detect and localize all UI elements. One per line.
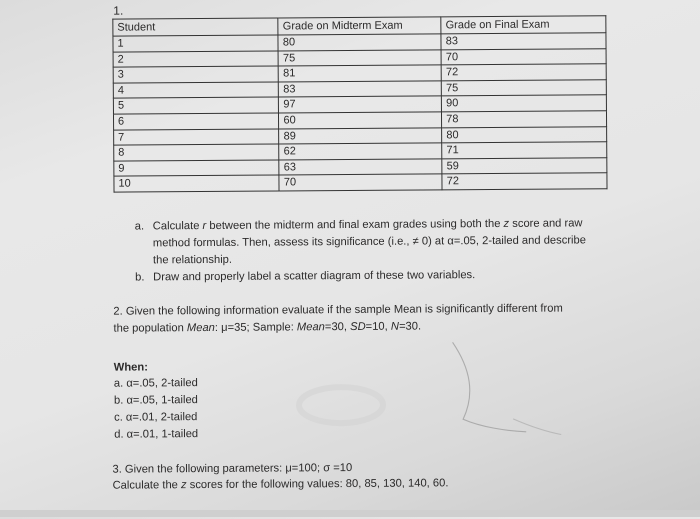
- cell-final: 83: [441, 33, 606, 50]
- header-final: Grade on Final Exam: [441, 16, 606, 34]
- cell-student: 2: [113, 51, 279, 68]
- part-b-text: Draw and properly label a scatter diagram of these two variables.: [153, 269, 476, 284]
- cell-student: 10: [114, 175, 280, 192]
- cell-midterm: 60: [279, 112, 442, 129]
- option-c: c. α=.01, 2-tailed: [114, 411, 198, 424]
- cell-final: 70: [441, 48, 606, 65]
- problem-2-line-1: 2. Given the following information evaluate if the sample Mean is significantly different from: [113, 302, 563, 318]
- cell-student: 1: [113, 35, 279, 52]
- cell-final: 72: [441, 64, 606, 81]
- cell-midterm: 83: [279, 81, 442, 98]
- problem-3-line-2: Calculate the z scores for the following values: 80, 85, 130, 140, 60.: [112, 477, 449, 492]
- cell-final: 80: [442, 126, 607, 143]
- header-student: Student: [113, 18, 279, 36]
- cell-midterm: 70: [279, 174, 442, 191]
- part-a-line-1: Calculate r between the midterm and final exam grades using both the z score and raw: [152, 217, 583, 233]
- cell-final: 90: [442, 95, 607, 112]
- cell-midterm: 62: [279, 143, 442, 160]
- part-a-line-2: method formulas. Then, assess its significance (i.e., ≠ 0) at α=.05, 2-tailed and describe: [152, 234, 587, 250]
- cell-student: 9: [114, 160, 280, 177]
- part-b-label: b.: [135, 271, 145, 284]
- cell-final: 59: [442, 157, 607, 174]
- cell-midterm: 89: [279, 127, 442, 144]
- cell-student: 5: [113, 97, 279, 114]
- cell-student: 6: [113, 113, 279, 130]
- part-a-label: a.: [134, 220, 145, 233]
- cell-student: 3: [113, 66, 279, 83]
- cell-student: 8: [114, 144, 280, 161]
- problem-2-line-2: the population Mean: μ=35; Sample: Mean=30, SD=10, N=30.: [113, 320, 422, 335]
- cell-student: 7: [114, 129, 280, 146]
- cell-final: 71: [442, 142, 607, 159]
- cell-student: 4: [113, 82, 279, 99]
- option-d: d. α=.01, 1-tailed: [114, 428, 199, 441]
- option-b: b. α=.05, 1-tailed: [113, 394, 198, 407]
- page-bottom-edge: [0, 510, 700, 517]
- problem-1-number: 1.: [113, 3, 124, 18]
- cell-midterm: 80: [278, 34, 441, 51]
- cell-midterm: 81: [279, 65, 442, 82]
- part-a-line-3: the relationship.: [152, 253, 233, 267]
- cell-midterm: 75: [278, 49, 441, 66]
- cell-midterm: 97: [279, 96, 442, 113]
- when-label: When:: [113, 361, 148, 374]
- cell-final: 72: [442, 173, 607, 190]
- option-a: a. α=.05, 2-tailed: [113, 377, 198, 390]
- problem-3-line-1: 3. Given the following parameters: μ=100; σ =10: [112, 461, 353, 476]
- cell-final: 75: [441, 79, 606, 96]
- cell-final: 78: [442, 111, 607, 128]
- header-midterm: Grade on Midterm Exam: [278, 17, 441, 35]
- cell-midterm: 63: [279, 159, 442, 176]
